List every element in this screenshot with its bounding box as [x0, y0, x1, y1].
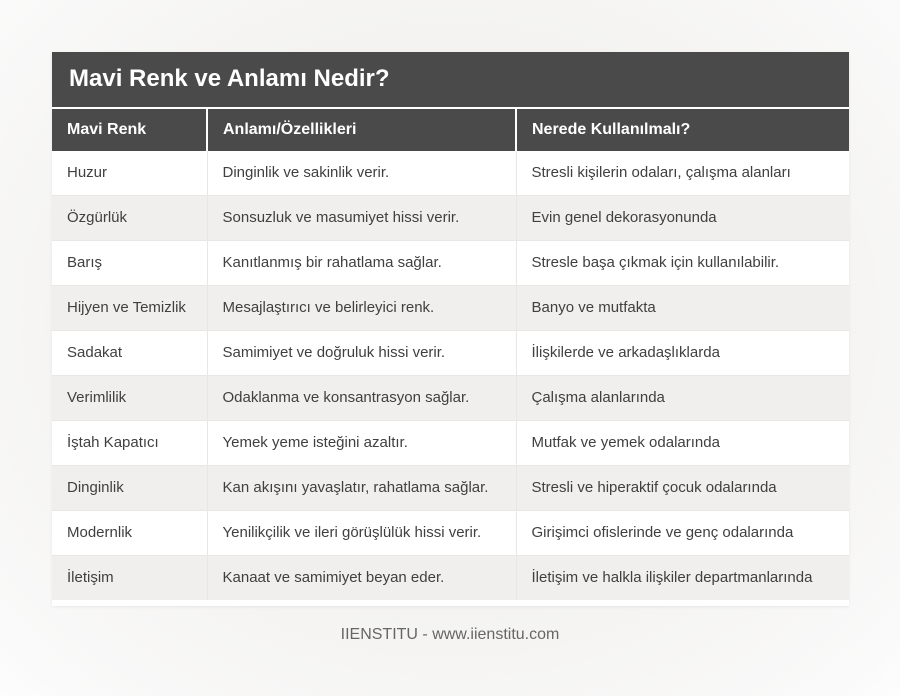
column-header-mavi-renk: Mavi Renk	[52, 108, 207, 151]
blue-color-table-card	[52, 52, 849, 606]
table-row	[52, 151, 849, 196]
cell-renk: İletişim	[52, 556, 207, 601]
table-row	[52, 511, 849, 556]
cell-kullanim: Girişimci ofislerinde ve genç odalarında	[516, 511, 849, 556]
cell-anlam: Kanaat ve samimiyet beyan eder.	[207, 556, 516, 601]
table-row	[52, 286, 849, 331]
cell-renk: Özgürlük	[52, 196, 207, 241]
cell-anlam: Sonsuzluk ve masumiyet hissi verir.	[207, 196, 516, 241]
cell-anlam: Samimiyet ve doğruluk hissi verir.	[207, 331, 516, 376]
cell-anlam: Yenilikçilik ve ileri görüşlülük hissi verir.	[207, 511, 516, 556]
cell-kullanim: Mutfak ve yemek odalarında	[516, 421, 849, 466]
cell-anlam: Kan akışını yavaşlatır, rahatlama sağlar.	[207, 466, 516, 511]
cell-renk: Verimlilik	[52, 376, 207, 421]
column-header-anlami-ozellikleri: Anlamı/Özellikleri	[207, 108, 516, 151]
cell-renk: Modernlik	[52, 511, 207, 556]
cell-renk: Hijyen ve Temizlik	[52, 286, 207, 331]
cell-kullanim: Evin genel dekorasyonunda	[516, 196, 849, 241]
footer-credit: IIENSTITU - www.iienstitu.com	[340, 626, 560, 643]
table-row	[52, 421, 849, 466]
table-row	[52, 196, 849, 241]
table-row	[52, 331, 849, 376]
blue-color-table	[52, 107, 849, 600]
cell-kullanim: İletişim ve halkla ilişkiler departmanlarında	[516, 556, 849, 601]
cell-anlam: Odaklanma ve konsantrasyon sağlar.	[207, 376, 516, 421]
column-header-nerede-kullanilmali: Nerede Kullanılmalı?	[516, 108, 849, 151]
cell-renk: Barış	[52, 241, 207, 286]
cell-kullanim: İlişkilerde ve arkadaşlıklarda	[516, 331, 849, 376]
cell-renk: Dinginlik	[52, 466, 207, 511]
table-title: Mavi Renk ve Anlamı Nedir?	[52, 52, 849, 107]
cell-kullanim: Stresli kişilerin odaları, çalışma alanları	[516, 151, 849, 196]
cell-anlam: Dinginlik ve sakinlik verir.	[207, 151, 516, 196]
table-row	[52, 376, 849, 421]
cell-anlam: Mesajlaştırıcı ve belirleyici renk.	[207, 286, 516, 331]
header-row	[52, 108, 849, 151]
table-row	[52, 241, 849, 286]
cell-renk: Sadakat	[52, 331, 207, 376]
table-row	[52, 556, 849, 601]
cell-kullanim: Stresli ve hiperaktif çocuk odalarında	[516, 466, 849, 511]
table-row	[52, 466, 849, 511]
cell-anlam: Kanıtlanmış bir rahatlama sağlar.	[207, 241, 516, 286]
cell-kullanim: Stresle başa çıkmak için kullanılabilir.	[516, 241, 849, 286]
cell-kullanim: Çalışma alanlarında	[516, 376, 849, 421]
cell-anlam: Yemek yeme isteğini azaltır.	[207, 421, 516, 466]
cell-kullanim: Banyo ve mutfakta	[516, 286, 849, 331]
cell-renk: Huzur	[52, 151, 207, 196]
cell-renk: İştah Kapatıcı	[52, 421, 207, 466]
